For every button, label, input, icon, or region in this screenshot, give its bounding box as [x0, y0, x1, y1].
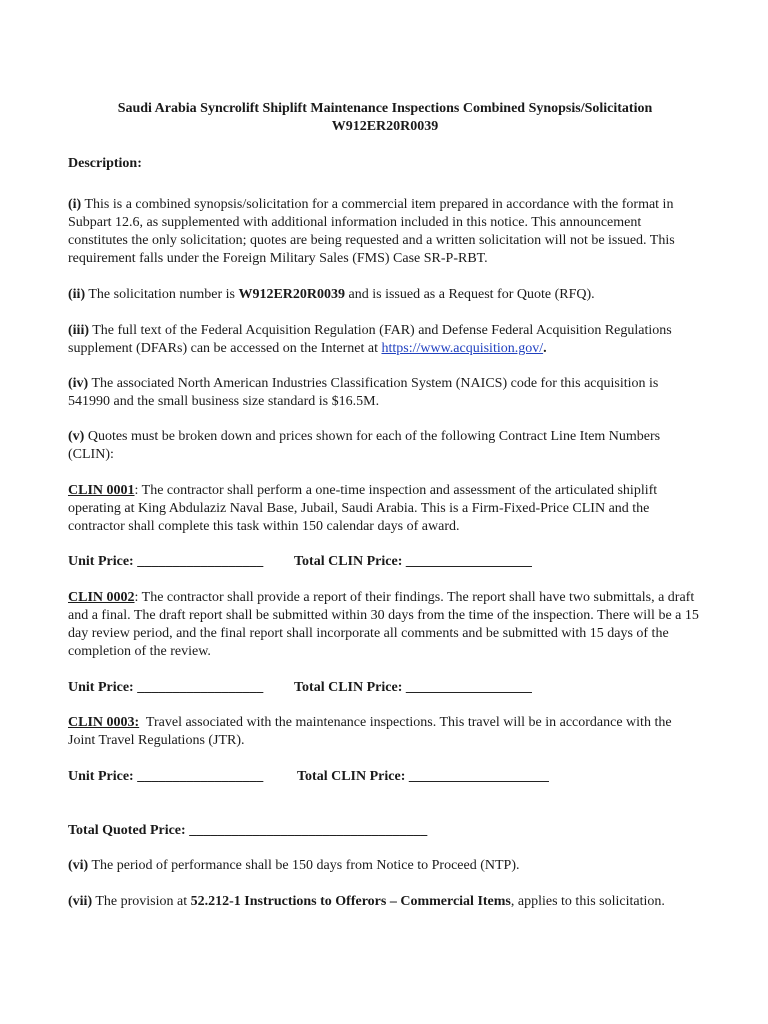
description-heading: Description: [68, 156, 142, 171]
para-i-label: (i) [68, 197, 82, 212]
para-vii-label: (vii) [68, 894, 93, 909]
clin-0002-unit-price: Unit Price: __________________ [68, 680, 264, 695]
para-ii-pre: The solicitation number is [85, 287, 239, 302]
clin-0002-text: The contractor shall provide a report of their findings. The report shall have two submittals, a draft and a final. The draft report shall be submitted within 30 days from the time of the inspection. There will be a 15 day review period, and the final report shall incorporate all comments and be submitted with 15 days of the completion of the review. [68, 590, 699, 659]
para-i-text: This is a combined synopsis/solicitation for a commercial item prepared in accordance with the format in Subpart 12.6, as supplemented with additional information included in this notice. This announcement constitutes the only solicitation; quotes are being requested and a written solicitation will not be issued. This requirement falls under the Foreign Military Sales (FMS) Case SR-P-RBT. [68, 197, 675, 266]
title-line-1: Saudi Arabia Syncrolift Shiplift Maintenance Inspections Combined Synopsis/Solicitation [117, 101, 653, 116]
clin-0002 [68, 589, 702, 661]
para-vi-label: (vi) [68, 858, 89, 873]
para-iii-label: (iii) [68, 323, 89, 338]
para-ii-label: (ii) [68, 287, 86, 302]
clin-0001-text: The contractor shall perform a one-time inspection and assessment of the articulated shiplift operating at King Abdulaziz Naval Base, Jubail, Saudi Arabia. This is a Firm-Fixed-Price CLIN and the contractor shall complete this task within 150 calendar days of award. [68, 483, 658, 534]
para-vi [68, 857, 702, 875]
para-iii-text: The full text of the Federal Acquisition Regulation (FAR) and Defense Federal Acquisition Regulations supplement (DFARs) can be accessed on the Internet at [68, 323, 672, 356]
para-vii-pre: The provision at [92, 894, 191, 909]
clin-0001-total-price: Total CLIN Price: __________________ [294, 554, 532, 569]
para-iv-text: The associated North American Industries Classification System (NAICS) code for this acquisition is 541990 and the small business size standard is $16.5M. [68, 376, 659, 409]
para-iv [68, 375, 702, 411]
para-ii-post: and is issued as a Request for Quote (RFQ). [345, 287, 595, 302]
clin-0003-total-price: Total CLIN Price: ____________________ [297, 769, 549, 784]
para-vii-post: , applies to this solicitation. [510, 894, 665, 909]
clin-0002-sep: : [134, 590, 142, 605]
clin-0002-label: CLIN 0002 [68, 590, 135, 605]
total-quoted-price: Total Quoted Price: __________________________________ [68, 823, 428, 838]
acquisition-gov-link[interactable]: https://www.acquisition.gov/ [381, 341, 544, 356]
clin-0001-label: CLIN 0001 [68, 483, 135, 498]
para-iv-label: (iv) [68, 376, 89, 391]
clin-0001 [68, 482, 702, 536]
para-v-label: (v) [68, 429, 85, 444]
clin-0001-sep: : [134, 483, 142, 498]
para-v-text: Quotes must be broken down and prices shown for each of the following Contract Line Item Numbers (CLIN): [68, 429, 661, 462]
para-iii-end: . [543, 341, 547, 356]
provision-reference: 52.212-1 Instructions to Offerors – Commercial Items [190, 894, 511, 909]
clin-0002-total-price: Total CLIN Price: __________________ [294, 680, 532, 695]
clin-0003-text: Travel associated with the maintenance inspections. This travel will be in accordance with the Joint Travel Regulations (JTR). [68, 715, 672, 748]
para-ii [68, 286, 702, 304]
para-iii [68, 322, 702, 358]
clin-0003 [68, 714, 702, 750]
clin-0003-unit-price: Unit Price: __________________ [68, 769, 264, 784]
para-v [68, 428, 702, 464]
para-i [68, 196, 702, 268]
solicitation-number: W912ER20R0039 [238, 287, 346, 302]
document-title [68, 100, 702, 136]
clin-0001-unit-price: Unit Price: __________________ [68, 554, 264, 569]
title-line-2: W912ER20R0039 [331, 119, 439, 134]
clin-0003-label: CLIN 0003: [68, 715, 140, 730]
para-vii [68, 893, 702, 911]
clin-0003-sep [139, 715, 146, 730]
para-vi-text: The period of performance shall be 150 days from Notice to Proceed (NTP). [88, 858, 520, 873]
